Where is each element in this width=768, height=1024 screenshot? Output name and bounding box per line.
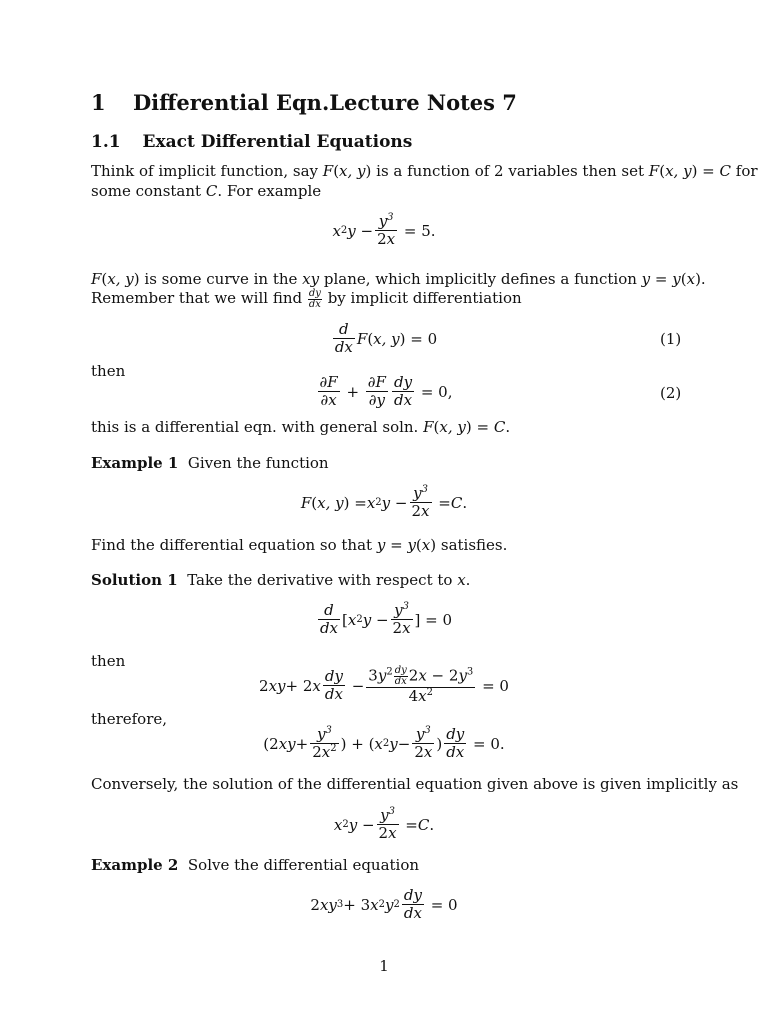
paragraph-implicit-line1: Think of implicit function, say F(x, y) is a function of 2 variables then set F(x, y) = C for — [91, 162, 758, 180]
paragraph-general-solution: this is a differential eqn. with general soln. F(x, y) = C. — [91, 418, 511, 436]
equation-example-curve: x 2 y − $\frac{y^3}{2x}$ = 5. — [332, 212, 436, 248]
equation-example-1: F ( x, y ) = x 2 y − $\frac{y^3}{2x}$ = C . — [300, 484, 468, 520]
equation-exact-form: (2 xy + $\frac{y^3}{2x^2}$ ) + ( x 2 y − $\frac{y^3}{2x}$ ) $\frac{dy}{dx}$ = 0. — [263, 725, 505, 761]
paragraph-curve-line2: Remember that we will find $\frac{dy}{dx}$ by implicit differentiation — [91, 287, 522, 310]
example-2-label: Example 2 — [91, 856, 179, 874]
equation-2: $\frac{\partial F}{\partial x}$ + $\frac{\partial F}{\partial y}$ $\frac{dy}{dx}$ = 0, — [319, 373, 453, 409]
section-heading — [91, 132, 412, 152]
example-1: Example 1 Given the function — [91, 454, 329, 472]
solution-1: Solution 1 Take the derivative with respect to x. — [91, 571, 471, 589]
heading-number: 1 — [91, 90, 106, 115]
section-title: Exact Differential Equations — [142, 132, 413, 152]
heading-title: Differential Eqn.Lecture Notes 7 — [132, 90, 517, 115]
equation-number-2: (2) — [660, 384, 682, 402]
example-1-label: Example 1 — [91, 454, 179, 472]
text-therefore: therefore, — [91, 710, 168, 728]
text-then-1: then — [91, 362, 126, 380]
paragraph-find-de: Find the differential equation so that y = y(x) satisfies. — [91, 536, 508, 554]
chapter-heading — [91, 90, 517, 115]
solution-1-label: Solution 1 — [91, 571, 178, 589]
paragraph-conversely: Conversely, the solution of the differential equation given above is given implicitly as — [91, 775, 739, 793]
equation-number-1: (1) — [660, 330, 682, 348]
equation-example-2: 2 xy 3 + 3 x 2 y 2 $\frac{dy}{dx}$ = 0 — [310, 886, 458, 922]
equation-derivative: $\frac{d}{dx}$ [ x 2 y − $\frac{y^3}{2x}$ ] = 0 — [319, 601, 453, 637]
paragraph-implicit-line2: some constant C. For example — [91, 182, 322, 200]
text-then-2: then — [91, 652, 126, 670]
equation-implicit-solution: x 2 y − $\frac{y^3}{2x}$ = C . — [333, 806, 435, 842]
paragraph-curve-line1: F(x, y) is some curve in the xy plane, which implicitly defines a function y = y(x). — [91, 270, 706, 288]
page-number: 1 — [379, 957, 389, 975]
equation-1: $\frac{d}{dx}$ F ( x, y ) = 0 — [334, 320, 438, 356]
example-2: Example 2 Solve the differential equation — [91, 856, 420, 874]
section-number: 1.1 — [91, 132, 121, 152]
equation-expanded: 2 xy + 2 x $\frac{dy}{dx}$ − $3y^2$ $\frac{dy}{dx}$ $2x - 2y^3$ $4x^2$ = 0 — [259, 665, 509, 705]
